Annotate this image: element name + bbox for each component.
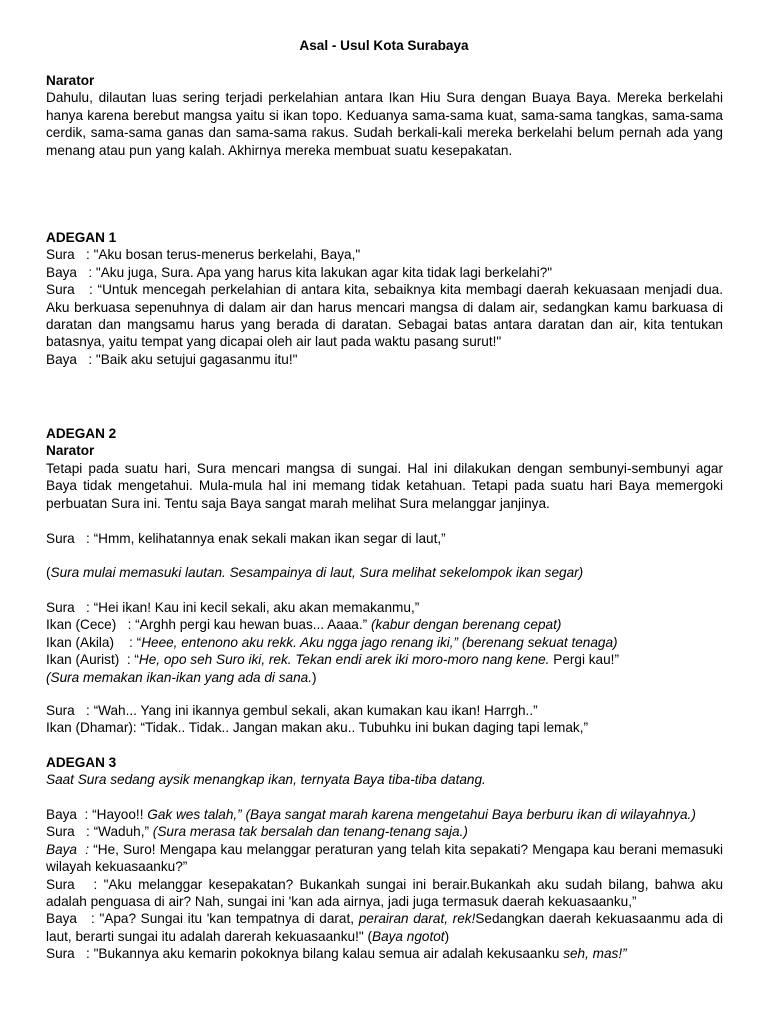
speaker-label: Ikan (Aurist) : <box>46 652 131 668</box>
speaker-label: Ikan (Akila) : <box>46 634 133 650</box>
intro-heading: Narator <box>46 73 95 88</box>
dialogue-line <box>46 945 723 962</box>
speaker-label: Sura : <box>46 600 90 615</box>
dialogue-text: “Waduh,” <box>93 824 150 840</box>
dialogue-line <box>46 823 723 840</box>
speaker-label: Baya : <box>46 807 89 822</box>
speaker-label: Sura : <box>46 703 90 718</box>
dialogue-line <box>46 281 723 351</box>
speaker-label: Sura : <box>46 824 90 840</box>
stage-text: (Sura memakan ikan-ikan yang ada di sana. <box>46 669 312 685</box>
stage-direction <box>46 669 723 686</box>
dialogue-line <box>46 876 723 911</box>
dialogue-text: "Aku juga, Sura. Apa yang harus kita lakukan agar kita tidak lagi berkelahi?" <box>95 264 553 280</box>
dialogue-text: Sedangkan daerah kekuasaanmu ada di laut, berarti sungai itu adalah darerah kekuasaanku!" ( <box>46 911 724 944</box>
dialogue-text: ) <box>444 928 450 944</box>
dialogue-line <box>46 910 723 945</box>
narration-paragraph: Tetapi pada suatu hari, Sura mencari mangsa di sungai. Hal ini dilakukan dengan sembunyi-sembunyi agar Baya tidak mengetahui. Mula-mula hal ini memang tidak ketahuan. Tetapi pada suatu hari Baya memergoki perbuatan Sura ini. Tentu saja Baya sangat marah melihat Sura melanggar janjinya. <box>46 460 723 511</box>
speaker-label: Sura : <box>46 946 90 962</box>
dialogue-text: "Baik aku setujui gagasanmu itu!" <box>95 351 298 367</box>
dialogue-line <box>46 246 723 263</box>
dialogue-text: “Tidak.. Tidak.. Jangan makan aku.. Tubuhku ini bukan daging tapi lemak,” <box>140 720 589 736</box>
scene-intro: Saat Sura sedang aysik menangkap ikan, ternyata Baya tiba-tiba datang. <box>46 772 486 788</box>
dialogue-line <box>46 351 723 368</box>
dialogue-line <box>46 719 723 736</box>
dialogue-text: Heee, entenono aku rekk. Aku ngga jago renang iki,” <box>141 634 459 650</box>
dialogue-text: "Bukannya aku kemarin pokoknya bilang kalau semua air adalah kekusaanku <box>93 946 560 962</box>
stage-text: Baya ngotot <box>372 928 445 944</box>
stage-direction <box>46 564 723 581</box>
stage-open: ( <box>46 565 51 580</box>
dialogue-text: “Hei ikan! Kau ini kecil sekali, aku akan memakanmu,” <box>93 600 420 615</box>
document-title: Asal - Usul Kota Surabaya <box>299 38 469 53</box>
dialogue-text: Pergi kau!” <box>553 652 619 668</box>
dialogue-line <box>46 651 723 668</box>
adegan2-heading: ADEGAN 2 <box>46 426 117 441</box>
dialogue-text: Gak wes talah,” <box>147 807 242 822</box>
intro-section <box>46 72 723 159</box>
adegan1-heading: ADEGAN 1 <box>46 230 117 245</box>
speaker-label: Sura : <box>46 247 90 263</box>
dialogue-line <box>46 806 723 823</box>
dialogue-line <box>46 599 723 616</box>
adegan1-section <box>46 229 723 368</box>
dialogue-text: "Apa? Sungai itu 'kan tempatnya di darat, <box>99 911 355 927</box>
dialogue-text: "Aku bosan terus-menerus berkelahi, Baya," <box>93 247 361 263</box>
dialogue-text: “Wah... Yang ini ikannya gembul sekali, akan kumakan kau ikan! Harrgh..” <box>93 703 538 718</box>
speaker-label: Baya : <box>46 351 93 367</box>
dialogue-text: He, opo seh Suro iki, rek. Tekan endi arek iki moro-moro nang kene. <box>138 652 550 668</box>
adegan3-heading: ADEGAN 3 <box>46 755 117 770</box>
stage-text: (berenang sekuat tenaga) <box>461 634 618 650</box>
quote-mark: “ <box>134 652 139 668</box>
speaker-label: Sura : <box>46 876 98 892</box>
intro-paragraph: Dahulu, dilautan luas sering terjadi perkelahian antara Ikan Hiu Sura dengan Buaya Baya. Mereka berkelahi hanya karena berebut mangsa yaitu si ikan topo. Keduanya sama-sama kuat, sama-sama tangkas, sama-sama cerdik, sama-sama ganas dan sama-sama rakus. Sudah berkali-kali mereka berkelahi belum pernah ada yang menang atau pun yang kalah. Akhirnya mereka membuat suatu kesepakatan. <box>46 90 723 158</box>
dialogue-line <box>46 634 723 651</box>
dialogue-line <box>46 616 723 633</box>
dialogue-line <box>46 530 723 547</box>
speaker-label: Ikan (Dhamar): <box>46 720 137 736</box>
dialogue-text: "Aku melanggar kesepakatan? Bukankah sungai ini berair.Bukankah aku sudah bilang, bahwa aku adalah penguasa di air? Nah, sungai ini 'kan ada airnya, jadi juga termasuk daerah kekuasaanku,” <box>46 876 723 910</box>
dialogue-text: “Arghh pergi kau hewan buas... Aaaa.” <box>135 617 368 633</box>
dialogue-text: “Untuk mencegah perkelahian di antara kita, sebaiknya kita membagi daerah kekuasaan menjadi dua. Aku berkuasa sepenuhnya di dalam air dan harus mencari mangsa di dalam air, sedangkan kamu barkuasa di daratan dan mangsamu harus yang berada di daratan. Sebagai batas antara daratan dan air, kita tentukan batasnya, yaitu tempat yang dicapai oleh air laut pada waktu pasang surut!" <box>46 282 723 350</box>
dialogue-line <box>46 702 723 719</box>
stage-text: (Sura merasa tak bersalah dan tenang-tenang saja.) <box>152 824 468 840</box>
adegan2-section <box>46 425 723 512</box>
speaker-label: Sura : <box>46 282 93 298</box>
speaker-label: Baya : <box>46 911 95 927</box>
dialogue-text: perairan darat, rek! <box>358 911 476 927</box>
speaker-label: Baya : <box>46 264 93 280</box>
stage-text: (kabur dengan berenang cepat) <box>370 617 562 633</box>
speaker-label: Ikan (Cece) : <box>46 617 132 633</box>
stage-text: (Baya sangat marah karena mengetahui Baya berburu ikan di wilayahnya.) <box>245 807 696 822</box>
adegan3-dialogue <box>46 806 723 963</box>
stage-close: ) <box>311 669 317 685</box>
narator-heading: Narator <box>46 443 95 459</box>
dialogue-line <box>46 841 723 876</box>
dialogue-text: seh, mas!” <box>563 946 627 962</box>
dialogue-text: “Hayoo!! <box>92 807 144 822</box>
speaker-label: Sura : <box>46 531 90 546</box>
dialogue-text: “Hmm, kelihatannya enak sekali makan ikan segar di laut,” <box>93 531 446 546</box>
fish-dialogue <box>46 599 723 686</box>
quote-mark: “ <box>136 634 142 650</box>
stage-text: Sura mulai memasuki lautan. Sesampainya di laut, Sura melihat sekelompok ikan segar) <box>50 565 584 580</box>
adegan3-section <box>46 754 723 789</box>
dialogue-text: “He, Suro! Mengapa kau melanggar peraturan yang telah kita sepakati? Mengapa kau berani memasuki wilayah kekuasaanku?” <box>46 841 723 875</box>
speaker-label: Baya : <box>46 841 90 857</box>
fish-dialogue-2 <box>46 702 723 737</box>
dialogue-line <box>46 264 723 281</box>
